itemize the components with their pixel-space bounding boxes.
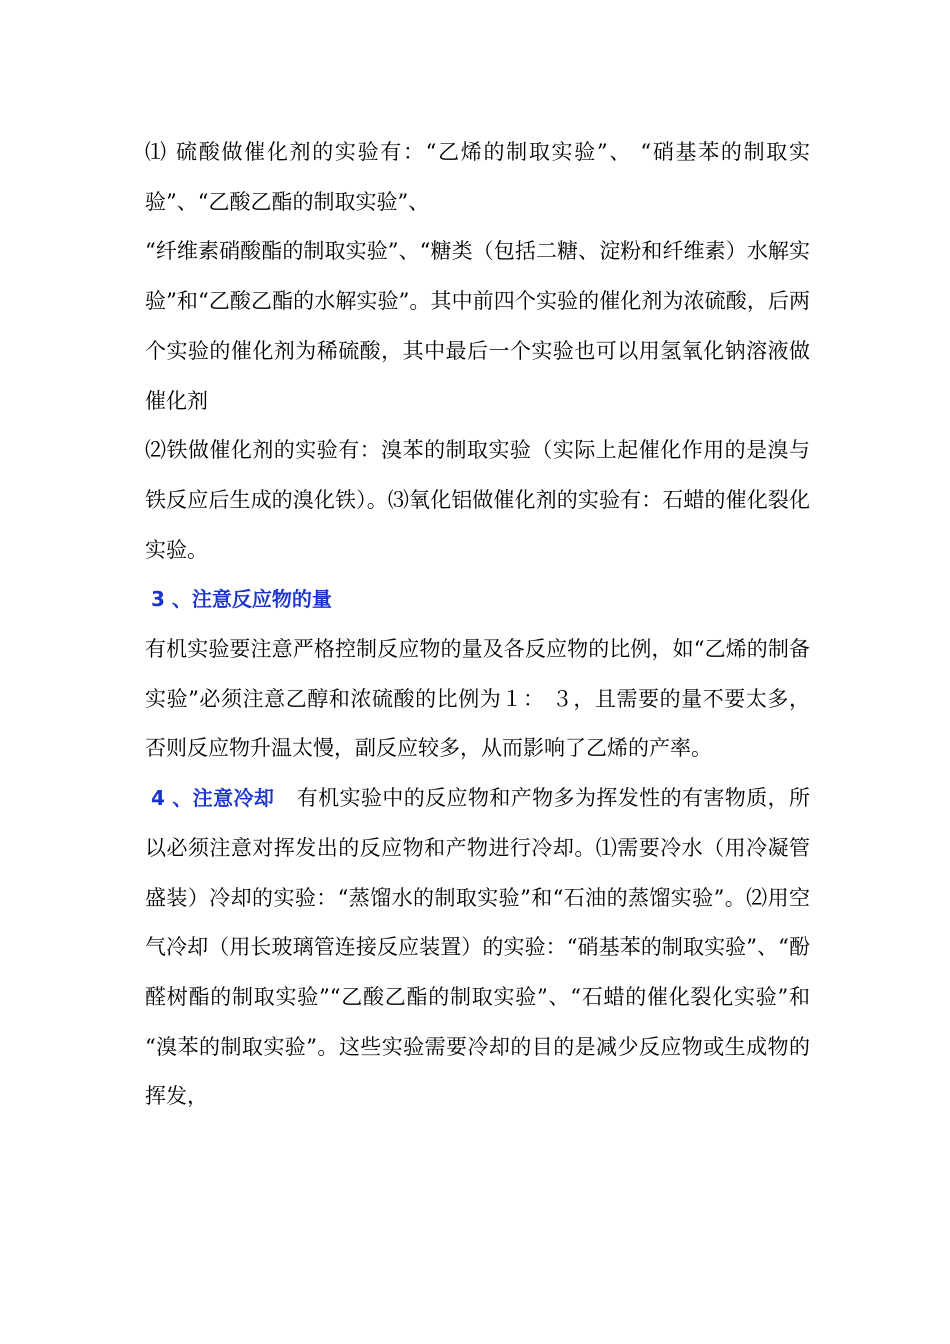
section-3-heading: 3 、注意反应物的量 [151,587,332,612]
section-4-paragraph [145,774,810,1122]
catalyst-paragraph-sulfuric: ⑴ 硫酸做催化剂的实验有：“乙烯的制取实验”、 “硝基苯的制取实验”、“乙酸乙酯的制取实验”、 [145,140,810,214]
section-3-heading-line [145,575,810,625]
catalyst-paragraph-sulfuric-cont: “纤维素硝酸酯的制取实验”、“糖类（包括二糖、淀粉和纤维素）水解实验”和“乙酸乙酯的水解实验”。其中前四个实验的催化剂为浓硫酸，后两个实验的催化剂为稀硫酸，其中最后一个实验也可以用氢氧化钠溶液做催化剂 [145,239,810,413]
section-4-heading: 4 、注意冷却 [151,786,275,811]
catalyst-paragraph-iron-alumina: ⑵铁做催化剂的实验有：溴苯的制取实验（实际上起催化作用的是溴与铁反应后生成的溴化铁）。⑶氧化铝做催化剂的实验有：石蜡的催化裂化实验。 [145,438,810,562]
section-3-body: 有机实验要注意严格控制反应物的量及各反应物的比例，如“乙烯的制备实验”必须注意乙醇和浓硫酸的比例为１： ３，且需要的量不要太多，否则反应物升温太慢，副反应较多，从而影响了乙烯的产率。 [145,637,810,761]
document-page [145,128,810,1122]
section-4-body: 有机实验中的反应物和产物多为挥发性的有害物质，所以必须注意对挥发出的反应物和产物进行冷却。⑴需要冷水（用冷凝管盛装）冷却的实验：“蒸馏水的制取实验”和“石油的蒸馏实验”。⑵用空气冷却（用长玻璃管连接反应装置）的实验：“硝基苯的制取实验”、“酚醛树酯的制取实验”“乙酸乙酯的制取实验”、“石蜡的催化裂化实验”和 “溴苯的制取实验”。这些实验需要冷却的目的是减少反应物或生成物的挥发， [145,786,810,1109]
